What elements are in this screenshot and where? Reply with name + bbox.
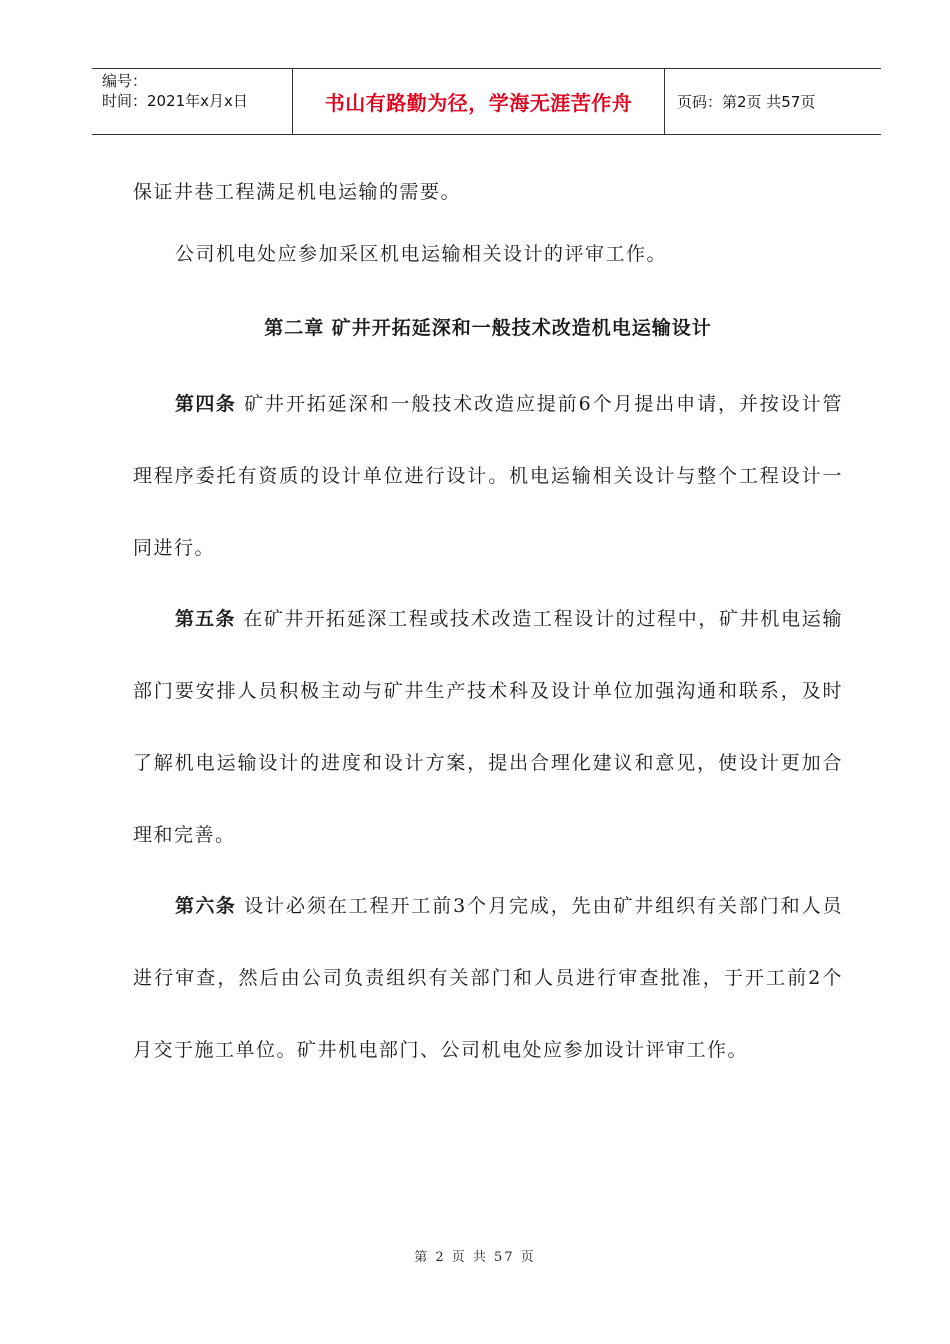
article-6-number: 第六条 xyxy=(175,895,237,917)
header-meta xyxy=(92,69,293,134)
article-5 xyxy=(133,583,843,871)
header-motto: 书山有路勤为径，学海无涯苦作舟 xyxy=(293,69,665,134)
date-line: 时间：2021年x月x日 xyxy=(102,92,248,110)
serial-label: 编号： xyxy=(102,72,148,90)
article-4-text: 矿井开拓延深和一般技术改造应提前6个月提出申请，并按设计管理程序委托有资质的设计单位进行设计。机电运输相关设计与整个工程设计一同进行。 xyxy=(133,393,843,559)
paragraph-review: 公司机电处应参加采区机电运输相关设计的评审工作。 xyxy=(175,243,668,265)
article-5-number: 第五条 xyxy=(175,608,236,630)
article-4 xyxy=(133,368,843,584)
page-header xyxy=(92,68,881,135)
article-4-number: 第四条 xyxy=(175,393,237,415)
article-6 xyxy=(133,870,843,1086)
header-page-info: 页码：第2页 共57页 xyxy=(677,93,816,111)
article-6-text: 设计必须在工程开工前3个月完成，先由矿井组织有关部门和人员进行审查，然后由公司负责组织有关部门和人员进行审查批准，于开工前2个月交于施工单位。矿井机电部门、公司机电处应参加设计评审工作。 xyxy=(133,895,843,1061)
article-5-text: 在矿井开拓延深工程或技术改造工程设计的过程中，矿井机电运输部门要安排人员积极主动与矿井生产技术科及设计单位加强沟通和联系，及时了解机电运输设计的进度和设计方案，提出合理化建议和意见，使设计更加合理和完善。 xyxy=(133,608,843,846)
paragraph-continued: 保证井巷工程满足机电运输的需要。 xyxy=(133,181,462,203)
page-footer: 第 2 页 共 57 页 xyxy=(414,1250,536,1265)
chapter-title: 第二章 矿井开拓延深和一般技术改造机电运输设计 xyxy=(264,317,712,339)
